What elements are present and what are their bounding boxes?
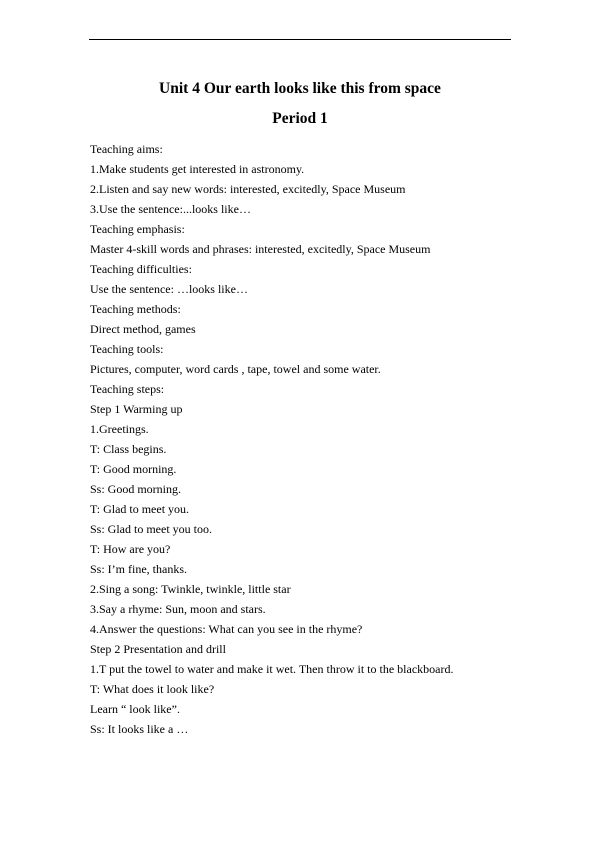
lesson-plan-body (90, 139, 530, 739)
text-line: Direct method, games (90, 322, 196, 336)
text-line: Learn “ look like”. (90, 702, 180, 716)
text-line: Teaching methods: (90, 302, 181, 316)
text-line: Teaching emphasis: (90, 222, 185, 236)
text-line: Master 4-skill words and phrases: interested, excitedly, Space Museum (90, 242, 431, 256)
text-line: T: How are you? (90, 542, 171, 556)
text-line: T: Glad to meet you. (90, 502, 190, 516)
text-line: Pictures, computer, word cards , tape, towel and some water. (90, 362, 381, 376)
text-line: 2.Listen and say new words: interested, excitedly, Space Museum (90, 182, 406, 196)
document-title: Unit 4 Our earth looks like this from space (159, 80, 441, 97)
text-line: T: Class begins. (90, 442, 167, 456)
header-rule (89, 39, 511, 40)
text-line: 1.T put the towel to water and make it wet. Then throw it to the blackboard. (90, 662, 454, 676)
text-line: Use the sentence: …looks like… (90, 282, 248, 296)
text-line: 3.Say a rhyme: Sun, moon and stars. (90, 602, 266, 616)
text-line: 4.Answer the questions: What can you see in the rhyme? (90, 622, 363, 636)
text-line: 1.Greetings. (90, 422, 149, 436)
text-line: Teaching difficulties: (90, 262, 192, 276)
text-line: Ss: Good morning. (90, 482, 182, 496)
text-line: Ss: I’m fine, thanks. (90, 562, 187, 576)
text-line: Step 2 Presentation and drill (90, 642, 226, 656)
text-line: Teaching aims: (90, 142, 163, 156)
period-heading: Period 1 (272, 110, 328, 127)
text-line: Ss: Glad to meet you too. (90, 522, 212, 536)
text-line: T: What does it look like? (90, 682, 215, 696)
text-line: 2.Sing a song: Twinkle, twinkle, little star (90, 582, 291, 596)
text-line: Ss: It looks like a … (90, 722, 189, 736)
text-line: 1.Make students get interested in astronomy. (90, 162, 305, 176)
text-line: Teaching steps: (90, 382, 165, 396)
text-line: 3.Use the sentence:...looks like… (90, 202, 251, 216)
text-line: Teaching tools: (90, 342, 164, 356)
text-line: T: Good morning. (90, 462, 177, 476)
text-line: Step 1 Warming up (90, 402, 183, 416)
